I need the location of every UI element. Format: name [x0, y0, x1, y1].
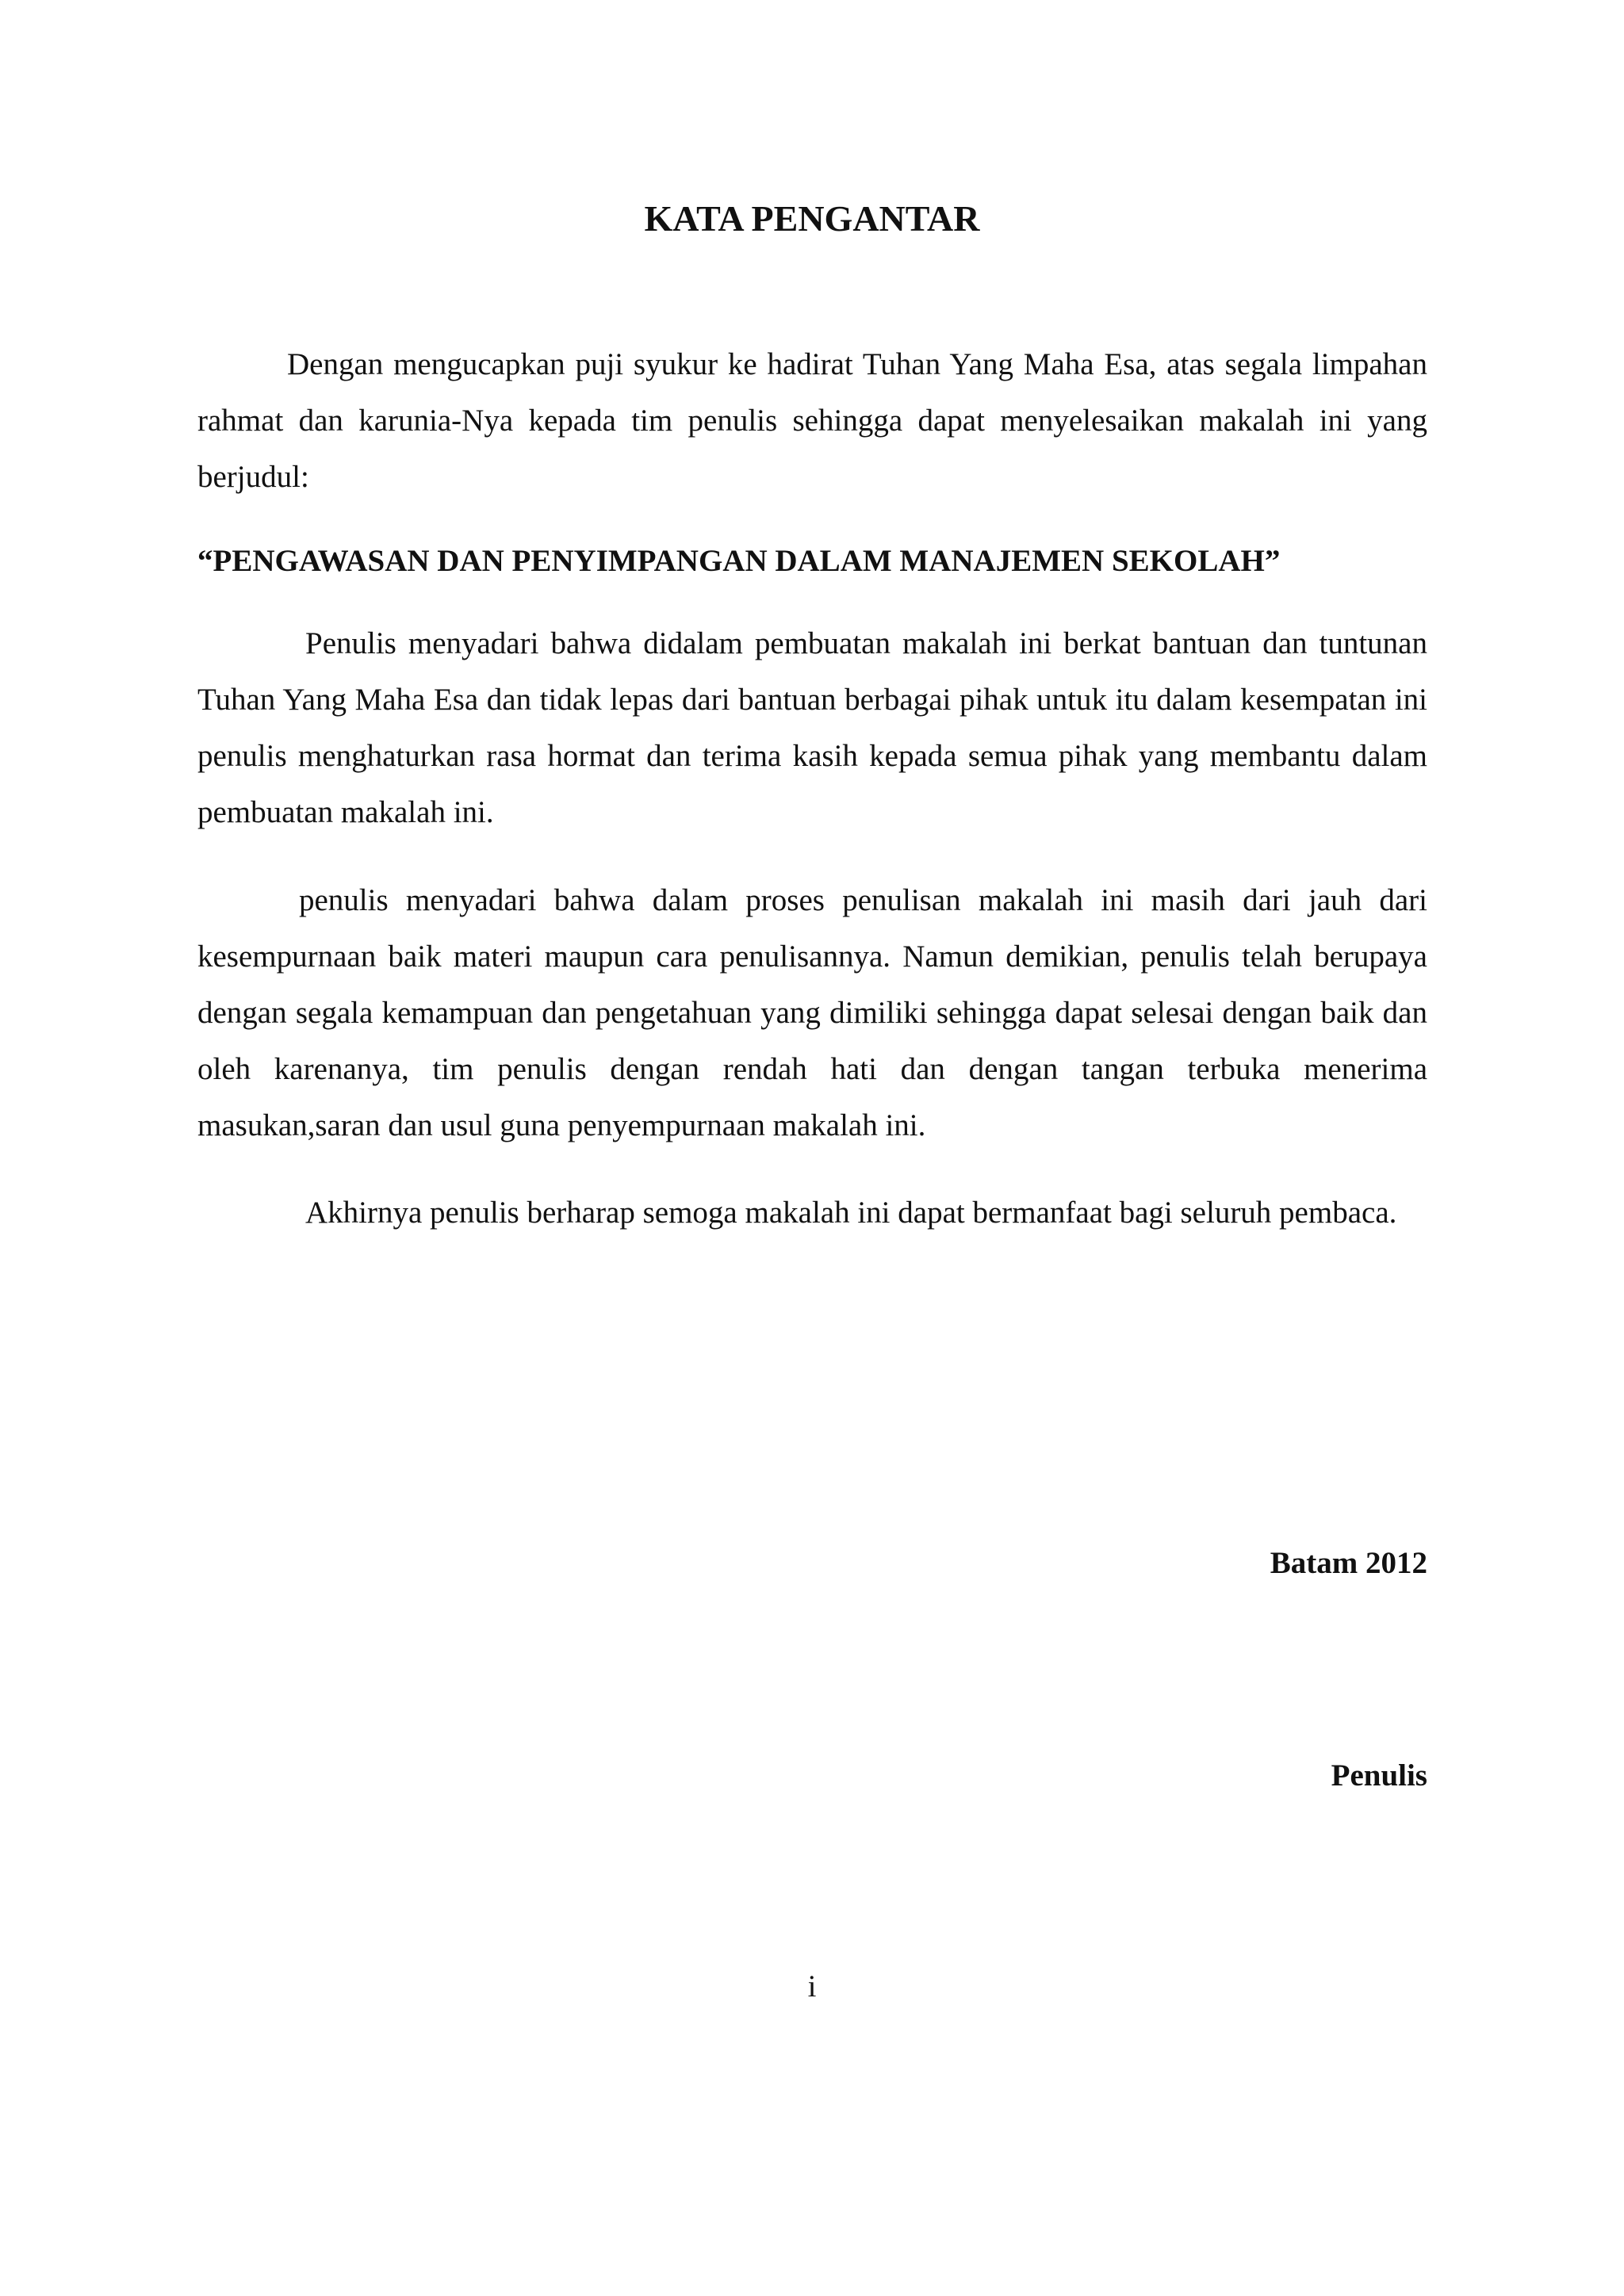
- paragraph-closing: Akhirnya penulis berharap semoga makalah ini dapat bermanfaat bagi seluruh pembaca.: [305, 1196, 1397, 1230]
- paragraph-opening: Dengan mengucapkan puji syukur ke hadirat Tuhan Yang Maha Esa, atas segala limpahan rahmat dan karunia-Nya kepada tim penulis sehingga dapat menyelesaikan makalah ini yang berjudul:: [197, 347, 1427, 494]
- page-number: i: [807, 1969, 817, 2003]
- paragraph-acknowledgement: Penulis menyadari bahwa didalam pembuatan makalah ini berkat bantuan dan tuntunan Tuhan Yang Maha Esa dan tidak lepas dari bantuan berbagai pihak untuk itu dalam kesempatan ini penulis menghaturkan rasa hormat dan terima kasih kepada semua pihak yang membantu dalam pembuatan makalah ini.: [197, 626, 1427, 829]
- paragraph-disclaimer: penulis menyadari bahwa dalam proses penulisan makalah ini masih dari jauh dari kesempurnaan baik materi maupun cara penulisannya. Namun demikian, penulis telah berupaya dengan segala kemampuan dan pengetahuan yang dimiliki sehingga dapat selesai dengan baik dan oleh karenanya, tim penulis dengan rendah hati dan dengan tangan terbuka menerima masukan,saran dan usul guna penyempurnaan makalah ini.: [197, 883, 1427, 1142]
- paper-title: “PENGAWASAN DAN PENYIMPANGAN DALAM MANAJEMEN SEKOLAH”: [197, 544, 1281, 578]
- place-year: Batam 2012: [1270, 1546, 1427, 1580]
- author-signature: Penulis: [1331, 1758, 1427, 1793]
- page-title: KATA PENGANTAR: [644, 198, 980, 239]
